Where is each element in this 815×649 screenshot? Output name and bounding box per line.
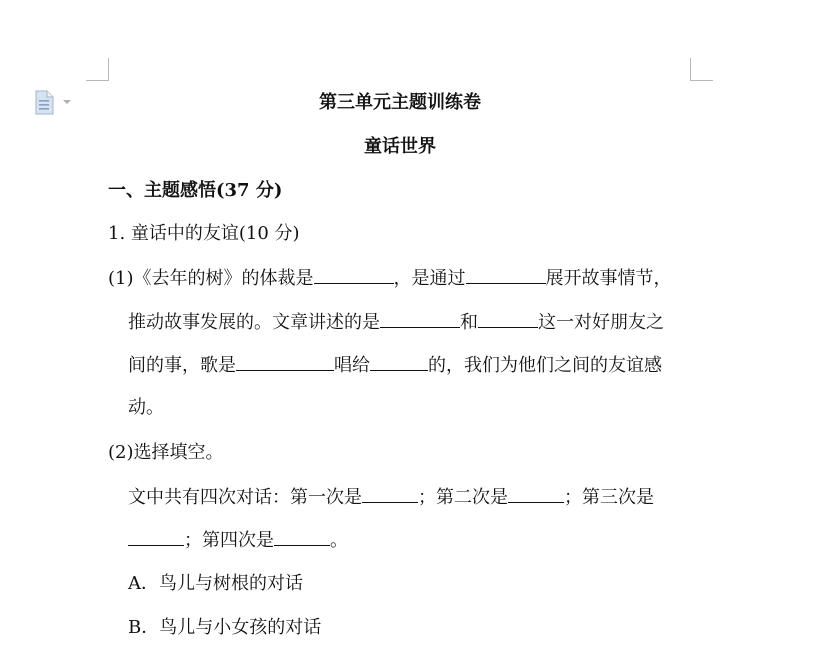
question-text: 文中共有四次对话：第一次是 <box>128 487 362 508</box>
question-1-2-heading: (2)选择填空。 <box>108 442 224 463</box>
question-text: ；第二次是 <box>418 487 508 508</box>
question-text: 推动故事发展的。文章讲述的是 <box>128 312 380 333</box>
answer-blank[interactable] <box>128 528 184 546</box>
question-text: ；第三次是 <box>564 487 654 508</box>
question-1-2-line-2 <box>128 528 348 553</box>
answer-blank[interactable] <box>466 266 546 284</box>
question-text: (1)《去年的树》的体裁是 <box>108 268 314 289</box>
question-text: ；第四次是 <box>184 530 274 551</box>
question-text: 间的事，歌是 <box>128 355 236 376</box>
question-text: 。 <box>330 530 348 551</box>
document-subtitle: 童话世界 <box>364 136 436 157</box>
answer-blank[interactable] <box>478 310 538 328</box>
question-1-1-line-1 <box>108 266 672 291</box>
page-corner-mark-right <box>690 58 713 81</box>
question-text: 的，我们为他们之间的友谊感 <box>428 355 662 376</box>
question-1-1-line-2 <box>128 310 664 335</box>
answer-blank[interactable] <box>508 485 564 503</box>
document-title: 第三单元主题训练卷 <box>319 92 481 113</box>
question-text: 这一对好朋友之 <box>538 312 664 333</box>
answer-blank[interactable] <box>370 353 428 371</box>
question-text: 和 <box>460 312 478 333</box>
page-corner-mark-left <box>86 58 109 81</box>
question-1-2-line-1 <box>128 485 654 510</box>
question-text: 展开故事情节， <box>545 268 672 289</box>
answer-blank[interactable] <box>362 485 418 503</box>
question-heading: 1. 童话中的友谊(10 分) <box>108 223 300 244</box>
answer-blank[interactable] <box>236 353 334 371</box>
section-heading: 一、主题感悟(37 分) <box>108 180 283 201</box>
question-text: ，是通过 <box>393 268 466 289</box>
option-a: A．鸟儿与树根的对话 <box>128 573 303 594</box>
answer-blank[interactable] <box>380 310 460 328</box>
answer-blank[interactable] <box>314 266 394 284</box>
answer-blank[interactable] <box>274 528 330 546</box>
option-b: B．鸟儿与小女孩的对话 <box>128 617 322 638</box>
question-1-1-line-3 <box>128 353 662 378</box>
question-1-1-line-4: 动。 <box>128 397 164 418</box>
question-text: 唱给 <box>334 355 370 376</box>
